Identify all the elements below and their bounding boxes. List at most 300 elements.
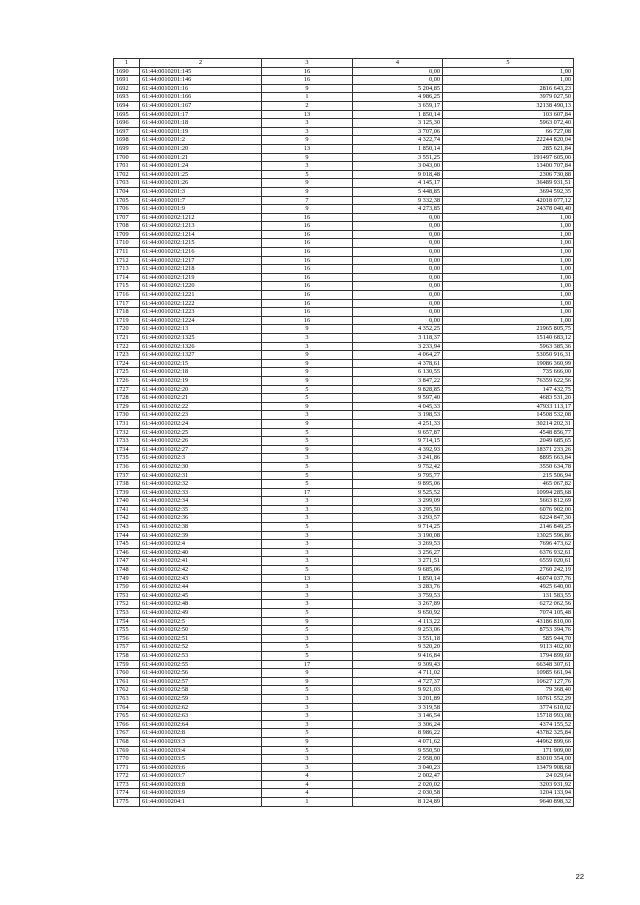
cadastral-number-cell: 61:44:0010202:64 [140,720,262,729]
value-cell: 1,00 [443,265,574,274]
value-cell: 9640 898,32 [443,798,574,807]
table-row [114,127,574,136]
cadastral-number-cell: 61:44:0010201:16 [140,84,262,93]
specific-value-cell: 3 759,53 [353,591,443,600]
group-cell: 16 [262,256,353,265]
group-cell: 4 [262,789,353,798]
group-cell: 4 [262,780,353,789]
group-cell: 9 [262,136,353,145]
table-row [114,428,574,437]
cadastral-number-cell: 61:44:0010202:1217 [140,256,262,265]
value-cell: 1,00 [443,308,574,317]
table-row [114,789,574,798]
value-cell: 171 909,00 [443,746,574,755]
group-cell: 9 [262,617,353,626]
cadastral-number-cell: 61:44:0010203:8 [140,780,262,789]
cadastral-number-cell: 61:44:0010202:19 [140,376,262,385]
group-cell: 3 [262,703,353,712]
row-number-cell: 1733 [114,437,140,446]
row-number-cell: 1759 [114,660,140,669]
specific-value-cell: 3 271,51 [353,557,443,566]
row-number-cell: 1713 [114,265,140,274]
cadastral-number-cell: 61:44:0010202:23 [140,411,262,420]
group-cell: 5 [262,480,353,489]
row-number-cell: 1692 [114,84,140,93]
group-cell: 16 [262,273,353,282]
row-number-cell: 1708 [114,222,140,231]
table-row [114,634,574,643]
specific-value-cell: 0,00 [353,213,443,222]
group-cell: 5 [262,428,353,437]
specific-value-cell: 4 711,02 [353,669,443,678]
group-cell: 16 [262,265,353,274]
row-number-cell: 1722 [114,342,140,351]
specific-value-cell: 0,00 [353,299,443,308]
table-row [114,282,574,291]
group-cell: 5 [262,651,353,660]
table-row [114,677,574,686]
specific-value-cell: 9 525,52 [353,488,443,497]
table-row [114,196,574,205]
group-cell: 5 [262,643,353,652]
table-row [114,574,574,583]
row-number-cell: 1758 [114,651,140,660]
table-row [114,566,574,575]
specific-value-cell: 3 256,27 [353,548,443,557]
row-number-cell: 1750 [114,583,140,592]
cadastral-number-cell: 61:44:0010202:24 [140,419,262,428]
table-row [114,445,574,454]
specific-value-cell: 3 847,22 [353,376,443,385]
value-cell: 1,00 [443,273,574,282]
table-row [114,419,574,428]
specific-value-cell: 9 752,42 [353,462,443,471]
specific-value-cell: 9 550,50 [353,746,443,755]
cadastral-number-cell: 61:44:0010201:26 [140,179,262,188]
group-cell: 16 [262,316,353,325]
cadastral-number-cell: 61:44:0010202:59 [140,694,262,703]
row-number-cell: 1752 [114,600,140,609]
specific-value-cell: 1 850,14 [353,144,443,153]
group-cell: 9 [262,368,353,377]
table-row [114,540,574,549]
cadastral-number-cell: 61:44:0010202:34 [140,497,262,506]
value-cell: 10994 285,68 [443,488,574,497]
table-header [114,59,574,68]
group-cell: 16 [262,282,353,291]
group-cell: 1 [262,798,353,807]
group-cell: 16 [262,213,353,222]
specific-value-cell: 4 392,93 [353,445,443,454]
group-cell: 5 [262,170,353,179]
table-row [114,325,574,334]
value-cell: 465 067,82 [443,480,574,489]
cadastral-number-cell: 61:44:0010202:48 [140,600,262,609]
value-cell: 3550 634,78 [443,462,574,471]
row-number-cell: 1755 [114,626,140,635]
value-cell: 30214 202,31 [443,419,574,428]
cadastral-number-cell: 61:44:0010201:146 [140,76,262,85]
table-row [114,798,574,807]
group-cell: 3 [262,720,353,729]
value-cell: 1,00 [443,230,574,239]
value-cell: 5663 812,69 [443,497,574,506]
row-number-cell: 1735 [114,454,140,463]
group-cell: 16 [262,239,353,248]
value-cell: 9113 402,00 [443,643,574,652]
table-row [114,729,574,738]
table-row [114,76,574,85]
specific-value-cell: 9 332,38 [353,196,443,205]
group-cell: 13 [262,574,353,583]
cadastral-number-cell: 61:44:0010202:27 [140,445,262,454]
value-cell: 47933 113,17 [443,402,574,411]
page-number: 22 [575,872,584,881]
cadastral-number-cell: 61:44:0010202:62 [140,703,262,712]
cadastral-number-cell: 61:44:0010201:25 [140,170,262,179]
specific-value-cell: 3 201,89 [353,694,443,703]
specific-value-cell: 9 685,06 [353,566,443,575]
specific-value-cell: 3 319,58 [353,703,443,712]
value-cell: 83010 354,00 [443,755,574,764]
row-number-cell: 1762 [114,686,140,695]
specific-value-cell: 3 295,50 [353,505,443,514]
table-row [114,299,574,308]
value-cell: 1,00 [443,222,574,231]
data-table [113,58,574,807]
group-cell: 9 [262,84,353,93]
value-cell: 2816 643,23 [443,84,574,93]
table-row [114,394,574,403]
table-row [114,643,574,652]
row-number-cell: 1726 [114,376,140,385]
table-row [114,523,574,532]
row-number-cell: 1696 [114,119,140,128]
table-row [114,342,574,351]
table-row [114,557,574,566]
value-cell: 735 666,00 [443,368,574,377]
specific-value-cell: 4 064,27 [353,351,443,360]
cadastral-number-cell: 61:44:0010203:9 [140,789,262,798]
row-number-cell: 1773 [114,780,140,789]
group-cell: 2 [262,101,353,110]
header-row [114,59,574,68]
group-cell: 16 [262,299,353,308]
specific-value-cell: 3 299,09 [353,497,443,506]
group-cell: 3 [262,497,353,506]
specific-value-cell: 1 850,14 [353,574,443,583]
group-cell: 5 [262,385,353,394]
value-cell: 32138 490,13 [443,101,574,110]
specific-value-cell: 4 113,22 [353,617,443,626]
group-cell: 5 [262,746,353,755]
group-cell: 9 [262,677,353,686]
cadastral-number-cell: 61:44:0010202:35 [140,505,262,514]
value-cell: 1,00 [443,248,574,257]
value-cell: 24 029,64 [443,772,574,781]
cadastral-number-cell: 61:44:0010201:145 [140,67,262,76]
specific-value-cell: 4 727,37 [353,677,443,686]
cadastral-number-cell: 61:44:0010202:40 [140,548,262,557]
table-row [114,609,574,618]
table-row [114,291,574,300]
table-row [114,531,574,540]
cadastral-number-cell: 61:44:0010201:2 [140,136,262,145]
group-cell: 3 [262,600,353,609]
cadastral-number-cell: 61:44:0010203:4 [140,746,262,755]
value-cell: 1,00 [443,316,574,325]
row-number-cell: 1718 [114,308,140,317]
value-cell: 36489 931,51 [443,179,574,188]
column-header-1: 1 [114,59,140,68]
specific-value-cell: 9 253,06 [353,626,443,635]
value-cell: 10627 127,76 [443,677,574,686]
row-number-cell: 1767 [114,729,140,738]
value-cell: 6559 020,61 [443,557,574,566]
row-number-cell: 1720 [114,325,140,334]
row-number-cell: 1695 [114,110,140,119]
specific-value-cell: 0,00 [353,256,443,265]
group-cell: 7 [262,196,353,205]
group-cell: 5 [262,437,353,446]
table-row [114,686,574,695]
row-number-cell: 1771 [114,763,140,772]
value-cell: 79 368,40 [443,686,574,695]
value-cell: 19086 360,99 [443,359,574,368]
row-number-cell: 1756 [114,634,140,643]
table-row [114,205,574,214]
cadastral-number-cell: 61:44:0010202:57 [140,677,262,686]
table-row [114,600,574,609]
row-number-cell: 1703 [114,179,140,188]
cadastral-number-cell: 61:44:0010202:1214 [140,230,262,239]
specific-value-cell: 2 030,58 [353,789,443,798]
group-cell: 5 [262,394,353,403]
group-cell: 5 [262,523,353,532]
table-row [114,746,574,755]
table-row [114,170,574,179]
group-cell: 16 [262,248,353,257]
specific-value-cell: 0,00 [353,316,443,325]
value-cell: 1,00 [443,76,574,85]
cadastral-number-cell: 61:44:0010202:30 [140,462,262,471]
group-cell: 16 [262,291,353,300]
value-cell: 3774 610,02 [443,703,574,712]
table-row [114,583,574,592]
specific-value-cell: 8 124,89 [353,798,443,807]
cadastral-number-cell: 61:44:0010202:44 [140,583,262,592]
group-cell: 3 [262,411,353,420]
row-number-cell: 1717 [114,299,140,308]
specific-value-cell: 9 714,15 [353,437,443,446]
row-number-cell: 1763 [114,694,140,703]
cadastral-number-cell: 61:44:0010202:1222 [140,299,262,308]
cadastral-number-cell: 61:44:0010202:20 [140,385,262,394]
group-cell: 13 [262,110,353,119]
value-cell: 131 583,55 [443,591,574,600]
row-number-cell: 1764 [114,703,140,712]
cadastral-number-cell: 61:44:0010202:5 [140,617,262,626]
group-cell: 3 [262,514,353,523]
row-number-cell: 1774 [114,789,140,798]
table-row [114,144,574,153]
group-cell: 16 [262,67,353,76]
value-cell: 10761 552,29 [443,694,574,703]
specific-value-cell: 9 416,84 [353,651,443,660]
value-cell: 7696 473,62 [443,540,574,549]
specific-value-cell: 0,00 [353,248,443,257]
group-cell: 9 [262,205,353,214]
group-cell: 3 [262,119,353,128]
value-cell: 15140 683,12 [443,334,574,343]
row-number-cell: 1719 [114,316,140,325]
cadastral-number-cell: 61:44:0010202:33 [140,488,262,497]
specific-value-cell: 0,00 [353,230,443,239]
table-row [114,136,574,145]
row-number-cell: 1715 [114,282,140,291]
value-cell: 44962 899,66 [443,737,574,746]
row-number-cell: 1707 [114,213,140,222]
value-cell: 215 506,94 [443,471,574,480]
table-row [114,720,574,729]
specific-value-cell: 9 018,48 [353,170,443,179]
table-row [114,368,574,377]
cadastral-number-cell: 61:44:0010202:8 [140,729,262,738]
row-number-cell: 1769 [114,746,140,755]
table-row [114,480,574,489]
row-number-cell: 1691 [114,76,140,85]
group-cell: 3 [262,694,353,703]
cadastral-number-cell: 61:44:0010202:25 [140,428,262,437]
row-number-cell: 1765 [114,712,140,721]
row-number-cell: 1729 [114,402,140,411]
specific-value-cell: 3 551,18 [353,634,443,643]
specific-value-cell: 9 657,87 [353,428,443,437]
cadastral-number-cell: 61:44:0010201:166 [140,93,262,102]
value-cell: 4683 531,20 [443,394,574,403]
table-row [114,84,574,93]
value-cell: 191497 605,00 [443,153,574,162]
value-cell: 1,00 [443,67,574,76]
specific-value-cell: 3 146,54 [353,712,443,721]
cadastral-number-cell: 61:44:0010201:24 [140,162,262,171]
group-cell: 9 [262,325,353,334]
specific-value-cell: 3 267,89 [353,600,443,609]
table-row [114,179,574,188]
row-number-cell: 1705 [114,196,140,205]
table-row [114,514,574,523]
table-row [114,763,574,772]
cadastral-number-cell: 61:44:0010202:41 [140,557,262,566]
column-header-4: 4 [353,59,443,68]
row-number-cell: 1734 [114,445,140,454]
group-cell: 3 [262,557,353,566]
row-number-cell: 1757 [114,643,140,652]
group-cell: 3 [262,634,353,643]
row-number-cell: 1711 [114,248,140,257]
specific-value-cell: 1 850,14 [353,110,443,119]
group-cell: 9 [262,179,353,188]
specific-value-cell: 3 043,00 [353,162,443,171]
specific-value-cell: 9 828,85 [353,385,443,394]
value-cell: 43782 325,84 [443,729,574,738]
table-row [114,316,574,325]
row-number-cell: 1766 [114,720,140,729]
specific-value-cell: 0,00 [353,76,443,85]
cadastral-number-cell: 61:44:0010202:1327 [140,351,262,360]
row-number-cell: 1747 [114,557,140,566]
specific-value-cell: 3 707,06 [353,127,443,136]
value-cell: 76359 622,56 [443,376,574,385]
value-cell: 1,00 [443,299,574,308]
specific-value-cell: 3 293,57 [353,514,443,523]
cadastral-number-cell: 61:44:0010202:26 [140,437,262,446]
group-cell: 5 [262,686,353,695]
value-cell: 1,00 [443,256,574,265]
row-number-cell: 1723 [114,351,140,360]
group-cell: 16 [262,230,353,239]
row-number-cell: 1731 [114,419,140,428]
specific-value-cell: 0,00 [353,308,443,317]
group-cell: 5 [262,729,353,738]
row-number-cell: 1714 [114,273,140,282]
cadastral-number-cell: 61:44:0010202:1224 [140,316,262,325]
column-header-3: 3 [262,59,353,68]
value-cell: 5963 072,40 [443,119,574,128]
cadastral-number-cell: 61:44:0010202:43 [140,574,262,583]
row-number-cell: 1690 [114,67,140,76]
group-cell: 13 [262,144,353,153]
cadastral-number-cell: 61:44:0010202:31 [140,471,262,480]
cadastral-number-cell: 61:44:0010203:6 [140,763,262,772]
group-cell: 9 [262,376,353,385]
cadastral-number-cell: 61:44:0010202:51 [140,634,262,643]
table-row [114,780,574,789]
value-cell: 22244 820,04 [443,136,574,145]
group-cell: 16 [262,222,353,231]
specific-value-cell: 9 714,25 [353,523,443,532]
table-row [114,385,574,394]
value-cell: 18371 233,26 [443,445,574,454]
cadastral-number-cell: 61:44:0010202:56 [140,669,262,678]
value-cell: 14508 532,08 [443,411,574,420]
specific-value-cell: 2 020,02 [353,780,443,789]
table-row [114,712,574,721]
value-cell: 13025 596,86 [443,531,574,540]
group-cell: 3 [262,540,353,549]
value-cell: 24378 040,40 [443,205,574,214]
row-number-cell: 1749 [114,574,140,583]
cadastral-number-cell: 61:44:0010202:52 [140,643,262,652]
row-number-cell: 1772 [114,772,140,781]
cadastral-number-cell: 61:44:0010202:49 [140,609,262,618]
specific-value-cell: 6 130,55 [353,368,443,377]
cadastral-number-cell: 61:44:0010202:55 [140,660,262,669]
cadastral-number-cell: 61:44:0010201:18 [140,119,262,128]
group-cell: 5 [262,609,353,618]
table-row [114,187,574,196]
row-number-cell: 1710 [114,239,140,248]
cadastral-number-cell: 61:44:0010202:42 [140,566,262,575]
cadastral-number-cell: 61:44:0010202:1212 [140,213,262,222]
row-number-cell: 1737 [114,471,140,480]
table-row [114,703,574,712]
specific-value-cell: 5 448,85 [353,187,443,196]
cadastral-number-cell: 61:44:0010202:1215 [140,239,262,248]
value-cell: 147 432,75 [443,385,574,394]
specific-value-cell: 2 002,47 [353,772,443,781]
value-cell: 8753 394,76 [443,626,574,635]
